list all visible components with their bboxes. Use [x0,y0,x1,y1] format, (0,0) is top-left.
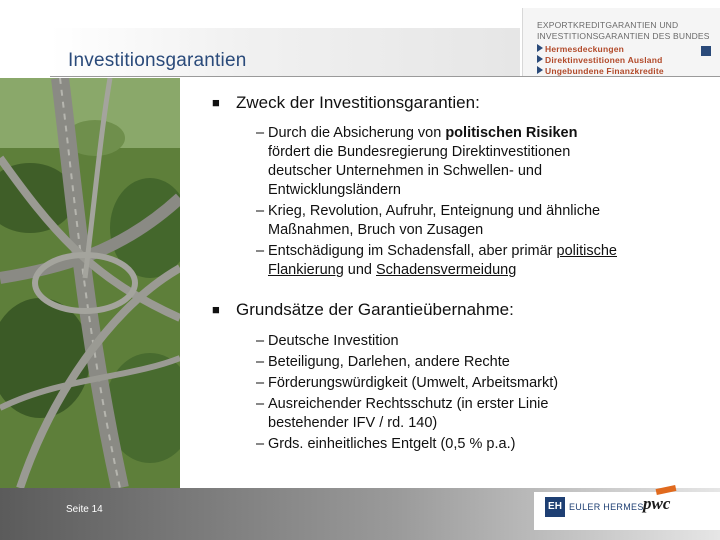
list-item: – Entschädigung im Schadensfall, aber primär politische Flankierung und Schadensvermeidung [256,243,617,278]
slide-title: Investitionsgarantien [68,50,247,71]
dash-bullet: – [256,125,265,141]
logo-heading-line-2: INVESTITIONSGARANTIEN DES BUNDES [537,31,710,41]
slide-body [210,92,695,454]
highway-interchange-photo [0,78,180,488]
dash-bullet: – [256,375,265,391]
list-item: – Ausreichender Rechtsschutz (in erster Linie bestehender IFV / rd. 140) [256,396,549,431]
logo-item-2: Direktinvestitionen Ausland [537,55,663,65]
bullet-grundsaetze: ■ Grundsätze der Garantieübernahme: [212,300,514,319]
list-item: – Förderungswürdigkeit (Umwelt, Arbeitsmarkt) [256,375,559,391]
title-divider [50,76,720,77]
arrow-icon [537,66,543,74]
arrow-icon [537,44,543,52]
dash-bullet: – [256,354,265,370]
square-bullet-icon: ■ [212,95,220,110]
list-item: – Durch die Absicherung von politischen Risiken fördert die Bundesregierung Direktinvestitionen deutscher Unternehmen in Schwellen- und Entwicklungsländern [256,125,578,198]
dash-bullet: – [256,396,265,412]
bullet-zweck: ■ Zweck der Investitionsgarantien: [212,93,480,112]
dash-bullet: – [256,436,265,452]
logo-item-3: Ungebundene Finanzkredite [537,66,664,76]
dash-bullet: – [256,333,265,349]
logo-square-icon [701,46,711,56]
dash-bullet: – [256,203,265,219]
list-item: – Grds. einheitliches Entgelt (0,5 % p.a.) [256,436,516,452]
arrow-icon [537,55,543,63]
page-number: Seite 14 [66,504,103,515]
euler-hermes-logo-icon: EH [545,497,565,517]
list-item: – Krieg, Revolution, Aufruhr, Enteignung und ähnliche Maßnahmen, Bruch von Zusagen [256,203,601,238]
list-item: – Beteiligung, Darlehen, andere Rechte [256,354,510,370]
list-item: – Deutsche Investition [256,333,399,349]
square-bullet-icon: ■ [212,302,220,317]
logo-heading-line-1: EXPORTKREDITGARANTIEN UND [537,20,679,30]
euler-hermes-wordmark: EULER HERMES [569,502,644,512]
logo-item-1: Hermesdeckungen [537,44,624,54]
dash-bullet: – [256,243,265,259]
pwc-wordmark: pwc [643,494,671,513]
